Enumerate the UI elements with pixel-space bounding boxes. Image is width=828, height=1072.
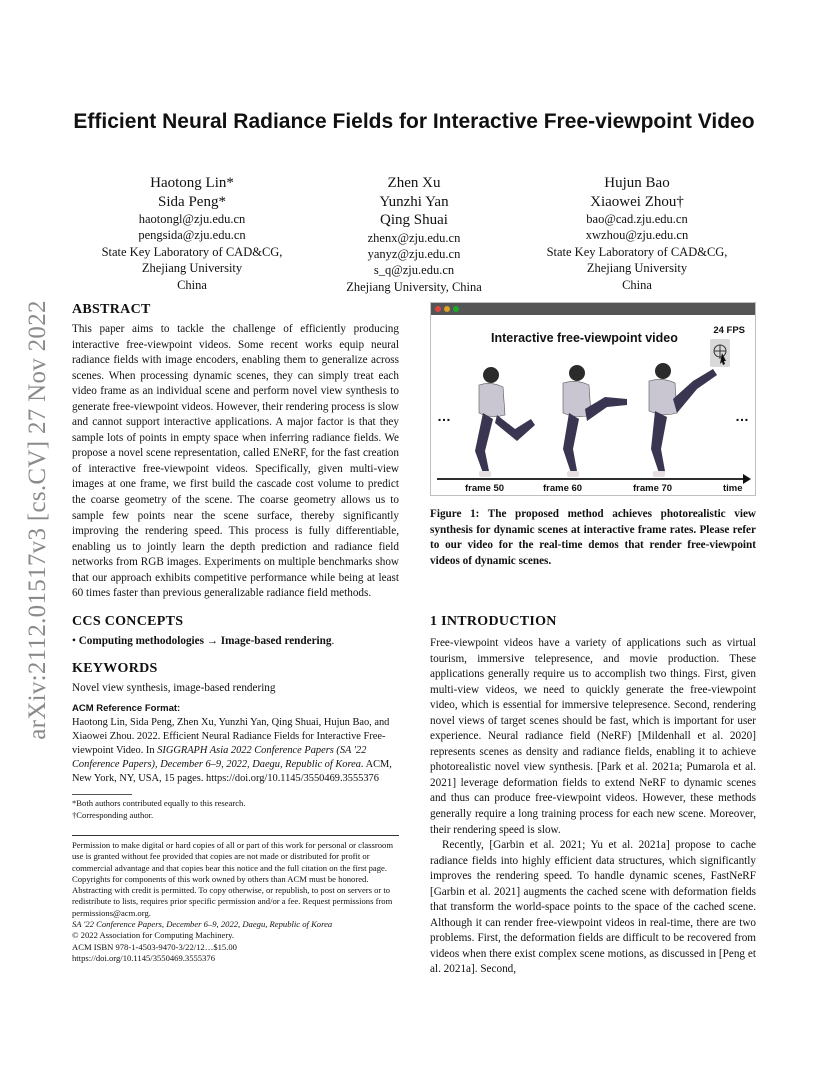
footnote-corresponding: †Corresponding author.: [72, 809, 154, 820]
author-name: Xiaowei Zhou†: [590, 193, 684, 210]
footnote-equal: *Both authors contributed equally to this research.: [72, 798, 246, 809]
author-block-2: [314, 174, 514, 295]
ccs-concept-item: [72, 634, 399, 649]
keywords-text: Novel view synthesis, image-based rendering: [72, 681, 276, 694]
timeline-arrow-icon: [743, 474, 751, 484]
arxiv-id: arXiv:2112.01517v3 [cs.CV] 27 Nov 2022: [24, 300, 52, 740]
author-email: pengsida@zju.edu.cn: [138, 228, 246, 243]
permission-doi: https://doi.org/10.1145/3550469.3555376: [72, 952, 215, 963]
time-label: time: [723, 483, 743, 494]
permission-copyright: © 2022 Association for Computing Machinery.: [72, 930, 235, 941]
permission-venue: [72, 919, 399, 930]
intro-paragraph-1: Free-viewpoint videos have a variety of applications such as virtual tourism, immersive telepresence, and movie production. These applications generally require us to accomplish two things. First, given multi-view videos, we need to quickly generate the free-viewpoint video, which is essential for immersive telepresence. Second, rendering novel views of target scenes should be fast, which is important for user experience. Neural radiance field (NeRF) [Mildenhall et al. 2020] represents scenes as density and radiance fields, enabling it to achieve photorealistic novel view synthesis. [Park et al. 2021a; Pumarola et al. 2021] leverage deformation fields to extend NeRF to dynamic scenes and thus can produce free-viewpoint videos. However, these methods generally require a long training process for each new scene. Moreover, their rendering speed is slow.: [430, 637, 756, 836]
rotate-cursor-icon: [710, 339, 730, 367]
author-email: yanyz@zju.edu.cn: [367, 246, 461, 261]
ccs-bullet: •: [72, 634, 76, 647]
permission-text: Permission to make digital or hard copies of all or part of this work for personal or classroom use is granted without fee provided that copies are not made or distributed for profit or commercial advantage and that copies bear this notice and the full citation on the first page. Copyrights for components of this work owned by others than ACM must be honored. Abstracting with credit is permitted. To copy otherwise, or republish, to post on servers or to redistribute to lists, requires prior specific permission and/or a fee. Request permissions from permissions@acm.org.: [72, 839, 393, 918]
permission-rule: [72, 835, 399, 836]
acm-ref-part-a: Haotong Lin, Sida Peng, Zhen Xu, Yunzhi Yan, Qing Shuai, Hujun Bao, and Xiaowei Zhou. 2022. Efficient Neural Radiance Fields for Interactive Free-viewpoint Video. In: [72, 717, 390, 757]
author-name: Hujun Bao: [604, 175, 670, 191]
ccs-heading: CCS CONCEPTS: [72, 613, 184, 629]
author-affiliation: China: [622, 277, 652, 292]
close-dot-icon: [435, 306, 441, 312]
paper-title: Efficient Neural Radiance Fields for Interactive Free-viewpoint Video: [73, 110, 755, 133]
acm-ref-label: ACM Reference Format:: [72, 703, 181, 715]
person-frame-50: [475, 367, 535, 477]
fps-label: 24 FPS: [713, 325, 745, 336]
author-email: s_q@zju.edu.cn: [373, 263, 455, 278]
teaser-figure: [430, 302, 756, 496]
author-email: zhenx@zju.edu.cn: [367, 230, 461, 245]
arxiv-stamp: [20, 280, 56, 760]
acm-ref-text: [72, 716, 399, 786]
author-affiliation: Zhejiang University: [586, 261, 688, 276]
acm-ref-venue: SIGGRAPH Asia 2022 Conference Papers (SA '22 Conference Papers), December 6–9, 2022, Daegu, Republic of Korea.: [72, 745, 367, 771]
footnote-rule: [72, 794, 132, 795]
intro-heading: 1 INTRODUCTION: [430, 614, 557, 629]
author-affiliation: Zhejiang University, China: [346, 279, 482, 294]
permission-isbn: ACM ISBN 978-1-4503-9470-3/22/12…$15.00: [72, 941, 237, 952]
author-affiliation: State Key Laboratory of CAD&CG,: [101, 244, 283, 259]
author-name: Yunzhi Yan: [379, 193, 449, 210]
author-affiliation: Zhejiang University: [141, 261, 243, 276]
author-affiliation: State Key Laboratory of CAD&CG,: [546, 244, 728, 259]
intro-body: [430, 636, 756, 978]
ellipsis-left: …: [437, 408, 451, 424]
figure-illustration: [431, 315, 755, 495]
author-email: bao@cad.zju.edu.cn: [586, 212, 688, 226]
author-name: Qing Shuai: [380, 212, 448, 228]
author-email: haotongl@zju.edu.cn: [138, 212, 246, 226]
keywords-heading: KEYWORDS: [72, 660, 158, 676]
author-name: Zhen Xu: [387, 175, 441, 191]
figure-title: Interactive free-viewpoint video: [491, 331, 678, 345]
acm-ref-part-b: ACM, New York, NY, USA, 15 pages. https://doi.org/10.1145/3550469.3555376: [72, 759, 392, 785]
maximize-dot-icon: [453, 306, 459, 312]
frame-label: frame 50: [465, 483, 505, 494]
ccs-concept: Computing methodologies → Image-based rendering: [78, 634, 332, 647]
author-name: Haotong Lin*: [150, 175, 234, 191]
ellipsis-right: …: [735, 408, 749, 424]
person-frame-60: [563, 365, 627, 477]
abstract-text: This paper aims to tackle the challenge of efficiently producing interactive free-viewpoint videos. Some recent works equip neural radiance fields with image encoders, enabling them to generalize across scenes. When processing dynamic scenes, they can simply treat each video frame as an individual scene and perform novel view synthesis to generate free-viewpoint videos. However, their rendering process is slow and cannot support interactive applications. A major factor is that they sample lots of points in empty space when inferring radiance fields. We propose a novel scene representation, called ENeRF, for the fast creation of interactive free-viewpoint videos. Specifically, given multi-view images at one frame, we first build the cascade cost volume to predict the coarse geometry of the scene. The coarse geometry allows us to sample few points near the scene surface, thereby significantly improving the rendering speed. This process is fully differentiable, enabling us to jointly learn the depth prediction and radiance field networks from RGB images. Experiments on multiple benchmarks show that our approach exhibits competitive performance while being at least 60 times faster than previous generalizable radiance field methods.: [72, 323, 399, 600]
window-titlebar: [431, 303, 755, 315]
author-block-3: [537, 174, 737, 293]
permission-venue-text: SA '22 Conference Papers, December 6–9, 2022, Daegu, Republic of Korea: [72, 919, 333, 930]
person-frame-70: [649, 363, 717, 477]
minimize-dot-icon: [444, 306, 450, 312]
author-block-1: [92, 174, 292, 293]
frame-label: frame 60: [543, 483, 583, 494]
author-email: xwzhou@zju.edu.cn: [585, 228, 689, 243]
abstract-heading: ABSTRACT: [72, 302, 151, 317]
author-affiliation: China: [177, 277, 207, 292]
intro-paragraph-2: Recently, [Garbin et al. 2021; Yu et al. 2021a] propose to cache radiance fields into highly efficient data structures, which significantly improves the rendering speed. To handle dynamic scenes, FastNeRF [Garbin et al. 2021] augments the cached scene with deformation fields that transform the world-space points to the space of the cached scene. Although it can render free-viewpoint videos in real-time, there are two problems. First, the deformation fields are difficult to be recovered from videos when there exist complex scene motions, as discussed in [Peng et al. 2021a]. Second,: [430, 839, 756, 976]
left-column: [72, 302, 399, 964]
frame-label: frame 70: [633, 483, 673, 494]
ccs-end: .: [331, 634, 335, 647]
author-name: Sida Peng*: [158, 193, 226, 210]
figure-caption: Figure 1: The proposed method achieves photorealistic view synthesis for dynamic scenes at interactive frame rates. Please refer to our video for the real-time demos that render free-viewpoint videos of dynamic scenes.: [430, 508, 756, 567]
